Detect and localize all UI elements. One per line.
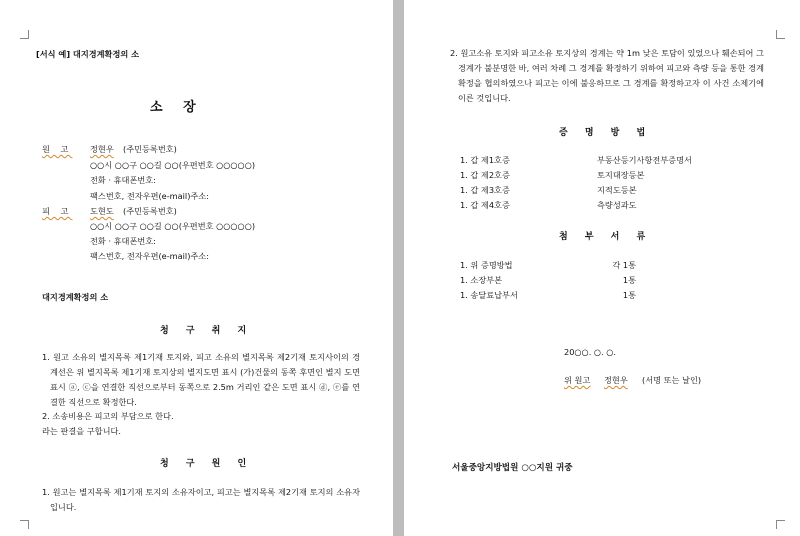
attach-count-1: 각 1통 xyxy=(612,260,636,270)
cause-item-2: 2. 원고소유 토지와 피고소유 토지상의 경계는 약 1m 낮은 토담이 있었으나 훼손되어 그 경계가 불분명한 바, 여러 차례 그 경계를 확정하기 위하여 피고와 측량 등을 통한 경계확정을 협의하였으나 피고는 이에 불응하므로 그 경계를 확정하고자 이 사건 소제기에 이른 것입니다. xyxy=(450,48,764,103)
evidence-label-3: 1. 갑 제3호증 xyxy=(460,185,510,195)
attach-label-2: 1. 소장부본 xyxy=(460,275,503,285)
defendant-phone: 전화 · 휴대폰번호: xyxy=(90,236,156,246)
form-header: [서식 예] 대지경계확정의 소 xyxy=(36,49,140,59)
claim-item-1: 1. 원고 소유의 별지목록 제1기재 토지와, 피고 소유의 별지목록 제2기재 토지사이의 경계선은 위 별지목록 제1기재 토지상의 별지도면 표시 (가)건물의 동쪽 후면인 별지 도면 표시 ⓐ, ⓒ을 연결한 직선으로부터 동쪽으로 2.5m 거리인 같은 도면 표시 ⓓ, ⓔ를 연결한 직선으로 확정한다. xyxy=(42,352,360,407)
attach-heading: 첨 부 서 류 xyxy=(559,232,653,242)
claim-closing: 라는 판결을 구합니다. xyxy=(42,426,121,436)
plaintiff-fax-email: 팩스번호, 전자우편(e-mail)주소: xyxy=(90,191,209,201)
evidence-doc-4: 측량성과도 xyxy=(597,200,637,210)
plaintiff-address: ○○시 ○○구 ○○길 ○○(우편번호 ○○○○○) xyxy=(90,160,256,170)
evidence-label-2: 1. 갑 제2호증 xyxy=(460,170,510,180)
defendant-fax-email: 팩스번호, 전자우편(e-mail)주소: xyxy=(90,251,209,261)
page-gap xyxy=(393,0,404,536)
defendant-role: 피 고 xyxy=(42,206,73,216)
document-page-left xyxy=(0,0,393,536)
attach-count-3: 1통 xyxy=(622,290,636,300)
plaintiff-phone: 전화 · 휴대폰번호: xyxy=(90,175,156,185)
margin-corner-bottom-right xyxy=(776,520,785,529)
signer-name: 정현우 xyxy=(604,375,628,385)
defendant-address: ○○시 ○○구 ○○길 ○○(우편번호 ○○○○○) xyxy=(90,221,256,231)
plaintiff-name: 정현우 xyxy=(90,144,114,154)
defendant-name: 도현도 xyxy=(90,206,114,216)
signer-role: 위 원고 xyxy=(564,375,591,385)
margin-corner-top-left xyxy=(20,30,29,39)
document-page-right xyxy=(404,0,800,536)
evidence-doc-3: 지적도등본 xyxy=(597,185,637,195)
attach-label-1: 1. 위 증명방법 xyxy=(460,260,513,270)
evidence-label-1: 1. 갑 제1호증 xyxy=(460,155,510,165)
claim-item-2: 2. 소송비용은 피고의 부담으로 한다. xyxy=(42,411,174,421)
filing-date: 20○○. ○. ○. xyxy=(564,347,617,357)
evidence-doc-1: 부동산등기사항전부증명서 xyxy=(597,155,692,165)
cause-heading: 청 구 원 인 xyxy=(160,459,254,469)
attach-label-3: 1. 송달료납부서 xyxy=(460,290,518,300)
signer-note: (서명 또는 날인) xyxy=(642,375,702,385)
attach-count-2: 1통 xyxy=(622,275,636,285)
doc-title: 소 장 xyxy=(150,100,204,115)
cause-item-1: 1. 원고는 별지목록 제1기재 토지의 소유자이고, 피고는 별지목록 제2기재 토지의 소유자입니다. xyxy=(42,487,360,512)
claim-heading: 청 구 취 지 xyxy=(160,326,254,336)
margin-corner-top-right xyxy=(776,30,785,39)
evidence-label-4: 1. 갑 제4호증 xyxy=(460,200,510,210)
plaintiff-id: (주민등록번호) xyxy=(123,144,177,154)
plaintiff-role: 원 고 xyxy=(42,144,73,154)
defendant-id: (주민등록번호) xyxy=(123,206,177,216)
court-name: 서울중앙지방법원 ○○지원 귀중 xyxy=(452,463,573,473)
evidence-doc-2: 토지대장등본 xyxy=(597,170,645,180)
margin-corner-bottom-left xyxy=(20,520,29,529)
case-name: 대지경계확정의 소 xyxy=(42,292,109,302)
evidence-heading: 증 명 방 법 xyxy=(559,128,653,138)
